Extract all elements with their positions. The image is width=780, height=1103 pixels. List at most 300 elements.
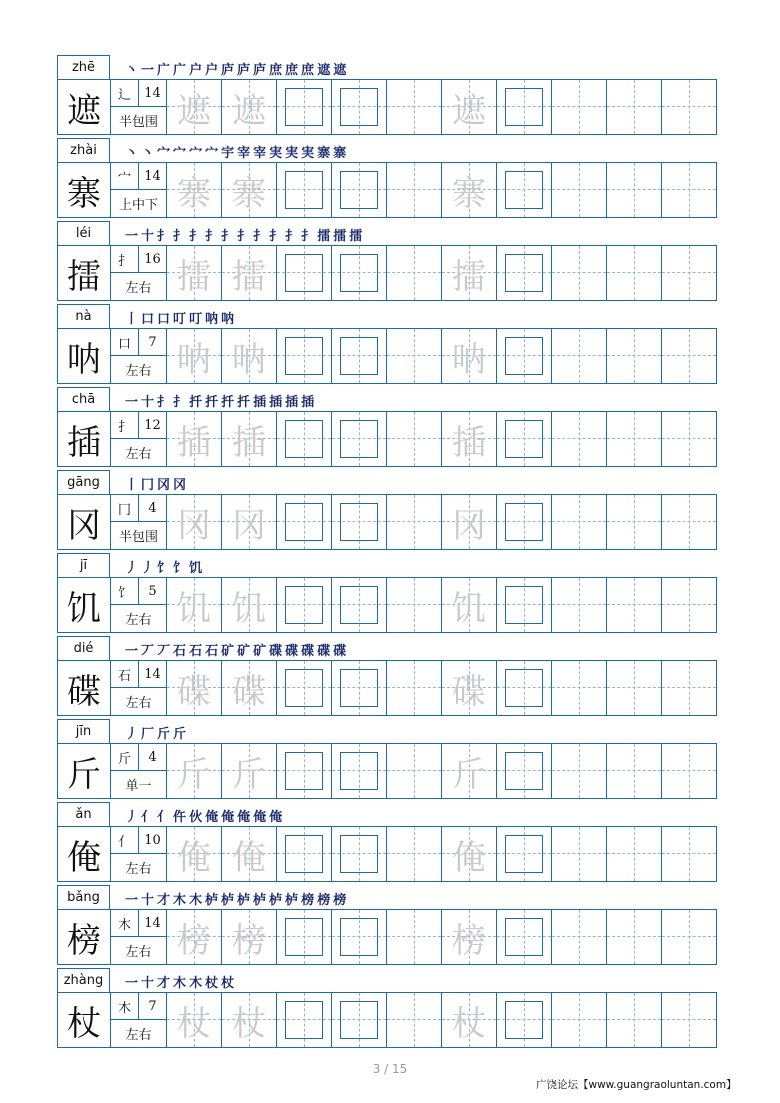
guide-line: [634, 827, 635, 881]
structure-label: 半包围: [118, 115, 158, 130]
blank-cell[interactable]: [662, 578, 717, 632]
stroke-step: 十: [141, 394, 155, 410]
stroke-count: 7: [139, 993, 166, 1020]
guide-line: [552, 521, 606, 522]
blank-cell[interactable]: [552, 80, 607, 134]
blank-cell[interactable]: [607, 910, 662, 964]
guide-line: [634, 329, 635, 383]
guide-line: [579, 412, 580, 466]
boxed-cell[interactable]: [277, 329, 332, 383]
stroke-step: 丨: [125, 311, 139, 327]
inner-box: [340, 752, 378, 790]
boxed-cell[interactable]: [277, 80, 332, 134]
blank-cell[interactable]: [662, 744, 717, 798]
blank-cell[interactable]: [387, 827, 442, 881]
boxed-cell[interactable]: [497, 495, 552, 549]
blank-cell[interactable]: [387, 412, 442, 466]
trace-cell[interactable]: [167, 495, 222, 549]
trace-character: 饥: [177, 588, 211, 629]
practice-row: [57, 660, 717, 716]
guide-line: [552, 1019, 606, 1020]
blank-cell[interactable]: [607, 744, 662, 798]
guide-line: [552, 853, 606, 854]
boxed-cell[interactable]: [277, 578, 332, 632]
trace-character: 擂: [232, 256, 266, 297]
practice-row: [57, 826, 717, 882]
trace-cell[interactable]: [442, 993, 497, 1047]
blank-cell[interactable]: [552, 910, 607, 964]
stroke-step: 擂: [349, 228, 363, 244]
entry-header: [57, 470, 717, 494]
stroke-step: 遮: [317, 62, 331, 78]
trace-cell[interactable]: [222, 495, 277, 549]
practice-row: [57, 494, 717, 550]
stroke-step: 丿: [125, 809, 139, 825]
inner-box: [285, 420, 323, 458]
boxed-cell[interactable]: [277, 412, 332, 466]
boxed-cell[interactable]: [497, 578, 552, 632]
stroke-step: 扌: [189, 228, 203, 244]
stroke-step: 俺: [221, 809, 235, 825]
stroke-step: 丶: [125, 145, 139, 161]
trace-cell[interactable]: [222, 80, 277, 134]
blank-cell[interactable]: [552, 578, 607, 632]
boxed-cell[interactable]: [497, 744, 552, 798]
trace-cell[interactable]: [442, 329, 497, 383]
stroke-step: 口: [141, 311, 155, 327]
boxed-cell[interactable]: [277, 744, 332, 798]
guide-line: [387, 521, 441, 522]
trace-cell[interactable]: [442, 80, 497, 134]
boxed-cell[interactable]: [497, 412, 552, 466]
boxed-cell[interactable]: [277, 993, 332, 1047]
guide-line: [579, 661, 580, 715]
stroke-step: 插: [285, 394, 299, 410]
structure-label: 左右: [125, 281, 152, 296]
boxed-cell[interactable]: [497, 163, 552, 217]
guide-line: [414, 827, 415, 881]
boxed-cell[interactable]: [332, 80, 387, 134]
stroke-step: 実: [269, 145, 283, 161]
blank-cell[interactable]: [607, 578, 662, 632]
guide-line: [634, 661, 635, 715]
boxed-cell[interactable]: [277, 910, 332, 964]
char-entry: [57, 470, 717, 553]
trace-cell[interactable]: [167, 246, 222, 300]
stroke-step: 俺: [253, 809, 267, 825]
blank-cell[interactable]: [662, 661, 717, 715]
stroke-step: 実: [301, 145, 315, 161]
trace-cell[interactable]: [222, 578, 277, 632]
inner-box: [285, 918, 323, 956]
structure-label: 左右: [125, 613, 152, 628]
stroke-step: 伙: [189, 809, 203, 825]
blank-cell[interactable]: [552, 412, 607, 466]
trace-cell[interactable]: [222, 246, 277, 300]
stroke-step: 插: [301, 394, 315, 410]
blank-cell[interactable]: [662, 163, 717, 217]
stroke-order: [125, 140, 349, 162]
model-character: 擂: [58, 246, 111, 300]
blank-cell[interactable]: [387, 163, 442, 217]
practice-row: [57, 162, 717, 218]
inner-box: [285, 88, 323, 126]
stroke-step: 丿: [125, 560, 139, 576]
pinyin-label: jīn: [57, 719, 110, 743]
boxed-cell[interactable]: [497, 993, 552, 1047]
radical-label: 辶: [111, 80, 139, 107]
blank-cell[interactable]: [662, 495, 717, 549]
inner-box: [505, 918, 543, 956]
guide-line: [607, 189, 661, 190]
guide-line: [387, 687, 441, 688]
pinyin-label: gāng: [57, 470, 110, 494]
stroke-step: 扦: [189, 394, 203, 410]
boxed-cell[interactable]: [332, 246, 387, 300]
inner-box: [340, 420, 378, 458]
boxed-cell[interactable]: [497, 661, 552, 715]
stroke-step: 石: [205, 643, 219, 659]
guide-line: [662, 106, 716, 107]
blank-cell[interactable]: [387, 246, 442, 300]
model-character: 冈: [58, 495, 111, 549]
guide-line: [607, 770, 661, 771]
trace-cell[interactable]: [442, 578, 497, 632]
inner-box: [505, 669, 543, 707]
model-character: 斤: [58, 744, 111, 798]
boxed-cell[interactable]: [332, 661, 387, 715]
blank-cell[interactable]: [662, 80, 717, 134]
blank-cell[interactable]: [387, 910, 442, 964]
stroke-step: 一: [125, 228, 139, 244]
blank-cell[interactable]: [552, 993, 607, 1047]
guide-line: [662, 355, 716, 356]
entry-header: [57, 553, 717, 577]
stroke-step: 十: [141, 228, 155, 244]
blank-cell[interactable]: [552, 246, 607, 300]
guide-line: [579, 910, 580, 964]
blank-cell[interactable]: [607, 993, 662, 1047]
blank-cell[interactable]: [662, 827, 717, 881]
blank-cell[interactable]: [552, 661, 607, 715]
trace-character: 杖: [232, 1003, 266, 1044]
trace-cell[interactable]: [167, 80, 222, 134]
site-watermark: 广饶论坛【www.guangraoluntan.com】: [536, 1079, 737, 1091]
stroke-step: 栌: [253, 892, 267, 908]
model-character: 俺: [58, 827, 111, 881]
inner-box: [340, 88, 378, 126]
guide-line: [607, 604, 661, 605]
entry-header: [57, 968, 717, 992]
trace-cell[interactable]: [442, 412, 497, 466]
inner-box: [505, 503, 543, 541]
structure-label: 半包围: [118, 530, 158, 545]
trace-character: 呐: [232, 339, 266, 380]
entry-header: [57, 719, 717, 743]
boxed-cell[interactable]: [332, 827, 387, 881]
blank-cell[interactable]: [662, 910, 717, 964]
inner-box: [505, 171, 543, 209]
practice-row: [57, 79, 717, 135]
char-entry: [57, 55, 717, 138]
trace-cell[interactable]: [442, 661, 497, 715]
guide-line: [387, 936, 441, 937]
char-entry: [57, 304, 717, 387]
trace-cell[interactable]: [222, 329, 277, 383]
boxed-cell[interactable]: [497, 329, 552, 383]
boxed-cell[interactable]: [332, 412, 387, 466]
inner-box: [285, 337, 323, 375]
stroke-step: 庶: [269, 62, 283, 78]
pinyin-label: zhài: [57, 138, 110, 162]
trace-character: 寨: [177, 173, 211, 214]
boxed-cell[interactable]: [332, 329, 387, 383]
structure-label: 左右: [125, 364, 152, 379]
stroke-step: 榜: [301, 892, 315, 908]
stroke-step: 扌: [237, 228, 251, 244]
trace-character: 冈: [232, 505, 266, 546]
guide-line: [607, 272, 661, 273]
stroke-step: 碟: [317, 643, 331, 659]
stroke-step: 户: [189, 62, 203, 78]
guide-line: [662, 521, 716, 522]
trace-cell[interactable]: [442, 827, 497, 881]
trace-cell[interactable]: [222, 910, 277, 964]
pinyin-label: chā: [57, 387, 110, 411]
trace-cell[interactable]: [167, 329, 222, 383]
blank-cell[interactable]: [662, 412, 717, 466]
radical-label: 扌: [111, 412, 139, 439]
stroke-step: 石: [173, 643, 187, 659]
guide-line: [579, 744, 580, 798]
stroke-step: 栌: [221, 892, 235, 908]
blank-cell[interactable]: [387, 329, 442, 383]
trace-character: 遮: [177, 90, 211, 131]
blank-cell[interactable]: [552, 744, 607, 798]
pinyin-label: nà: [57, 304, 110, 328]
stroke-step: 碟: [285, 643, 299, 659]
blank-cell[interactable]: [607, 246, 662, 300]
stroke-step: 户: [205, 62, 219, 78]
trace-cell[interactable]: [222, 993, 277, 1047]
trace-cell[interactable]: [167, 910, 222, 964]
char-info: [111, 744, 167, 798]
trace-character: 冈: [452, 505, 486, 546]
boxed-cell[interactable]: [332, 495, 387, 549]
trace-character: 擂: [452, 256, 486, 297]
guide-line: [552, 189, 606, 190]
stroke-step: 厂: [141, 726, 155, 742]
trace-cell[interactable]: [442, 163, 497, 217]
guide-line: [414, 744, 415, 798]
char-info: [111, 246, 167, 300]
stroke-step: 冈: [157, 477, 171, 493]
guide-line: [689, 578, 690, 632]
trace-cell[interactable]: [167, 827, 222, 881]
blank-cell[interactable]: [607, 495, 662, 549]
stroke-order: [125, 638, 349, 660]
boxed-cell[interactable]: [497, 246, 552, 300]
stroke-step: 宰: [253, 145, 267, 161]
stroke-order: [125, 389, 317, 411]
trace-cell[interactable]: [442, 246, 497, 300]
stroke-step: 丨: [125, 477, 139, 493]
blank-cell[interactable]: [607, 329, 662, 383]
inner-box: [340, 254, 378, 292]
guide-line: [689, 246, 690, 300]
boxed-cell[interactable]: [332, 910, 387, 964]
stroke-step: 才: [157, 892, 171, 908]
inner-box: [340, 1001, 378, 1039]
stroke-step: 寨: [317, 145, 331, 161]
blank-cell[interactable]: [387, 495, 442, 549]
writing-cells: [167, 827, 717, 881]
guide-line: [387, 272, 441, 273]
guide-line: [634, 163, 635, 217]
guide-line: [579, 495, 580, 549]
char-info: [111, 80, 167, 134]
guide-line: [414, 329, 415, 383]
trace-character: 斤: [232, 754, 266, 795]
boxed-cell[interactable]: [277, 827, 332, 881]
practice-row: [57, 245, 717, 301]
guide-line: [634, 578, 635, 632]
guide-line: [689, 163, 690, 217]
trace-cell[interactable]: [222, 163, 277, 217]
stroke-step: 广: [157, 62, 171, 78]
boxed-cell[interactable]: [277, 163, 332, 217]
entry-header: [57, 885, 717, 909]
inner-box: [285, 171, 323, 209]
stroke-step: 碟: [301, 643, 315, 659]
boxed-cell[interactable]: [497, 910, 552, 964]
boxed-cell[interactable]: [277, 495, 332, 549]
guide-line: [579, 827, 580, 881]
boxed-cell[interactable]: [497, 80, 552, 134]
trace-character: 遮: [452, 90, 486, 131]
boxed-cell[interactable]: [497, 827, 552, 881]
inner-box: [340, 171, 378, 209]
blank-cell[interactable]: [607, 661, 662, 715]
inner-box: [505, 586, 543, 624]
blank-cell[interactable]: [662, 329, 717, 383]
stroke-step: 十: [141, 975, 155, 991]
stroke-step: 插: [269, 394, 283, 410]
stroke-order: [125, 472, 189, 494]
char-info: [111, 329, 167, 383]
guide-line: [607, 521, 661, 522]
char-entry: [57, 553, 717, 636]
practice-row: [57, 992, 717, 1048]
model-character: 呐: [58, 329, 111, 383]
pinyin-label: bǎng: [57, 885, 110, 909]
writing-cells: [167, 578, 717, 632]
structure-label: 左右: [125, 945, 152, 960]
boxed-cell[interactable]: [277, 661, 332, 715]
blank-cell[interactable]: [387, 80, 442, 134]
radical-label: 木: [111, 993, 139, 1020]
trace-cell[interactable]: [167, 993, 222, 1047]
trace-character: 榜: [452, 920, 486, 961]
boxed-cell[interactable]: [277, 246, 332, 300]
trace-cell[interactable]: [222, 412, 277, 466]
blank-cell[interactable]: [552, 163, 607, 217]
guide-line: [414, 993, 415, 1047]
stroke-step: 遮: [333, 62, 347, 78]
blank-cell[interactable]: [387, 661, 442, 715]
guide-line: [552, 687, 606, 688]
blank-cell[interactable]: [607, 80, 662, 134]
boxed-cell[interactable]: [332, 744, 387, 798]
trace-character: 俺: [177, 837, 211, 878]
guide-line: [552, 770, 606, 771]
boxed-cell[interactable]: [332, 993, 387, 1047]
blank-cell[interactable]: [662, 993, 717, 1047]
stroke-step: 扌: [157, 394, 171, 410]
trace-cell[interactable]: [442, 910, 497, 964]
inner-box: [285, 752, 323, 790]
stroke-step: 扌: [301, 228, 315, 244]
blank-cell[interactable]: [552, 495, 607, 549]
char-info: [111, 827, 167, 881]
blank-cell[interactable]: [662, 246, 717, 300]
trace-cell[interactable]: [222, 744, 277, 798]
trace-cell[interactable]: [167, 744, 222, 798]
stroke-step: 扌: [221, 228, 235, 244]
stroke-step: 广: [173, 62, 187, 78]
blank-cell[interactable]: [387, 578, 442, 632]
guide-line: [689, 412, 690, 466]
guide-line: [552, 936, 606, 937]
trace-cell[interactable]: [222, 827, 277, 881]
trace-cell[interactable]: [222, 661, 277, 715]
writing-cells: [167, 163, 717, 217]
trace-cell[interactable]: [167, 578, 222, 632]
stroke-step: 宰: [237, 145, 251, 161]
guide-line: [414, 578, 415, 632]
model-character: 插: [58, 412, 111, 466]
char-info: [111, 661, 167, 715]
stroke-step: 庶: [285, 62, 299, 78]
boxed-cell[interactable]: [332, 578, 387, 632]
trace-cell[interactable]: [167, 163, 222, 217]
trace-cell[interactable]: [167, 412, 222, 466]
inner-box: [505, 1001, 543, 1039]
blank-cell[interactable]: [607, 163, 662, 217]
inner-box: [340, 669, 378, 707]
stroke-step: 杖: [221, 975, 235, 991]
guide-line: [607, 687, 661, 688]
guide-line: [579, 163, 580, 217]
inner-box: [285, 669, 323, 707]
boxed-cell[interactable]: [332, 163, 387, 217]
trace-cell[interactable]: [167, 661, 222, 715]
trace-cell[interactable]: [442, 495, 497, 549]
blank-cell[interactable]: [607, 412, 662, 466]
blank-cell[interactable]: [387, 744, 442, 798]
stroke-step: 扌: [173, 228, 187, 244]
trace-cell[interactable]: [442, 744, 497, 798]
stroke-step: 扦: [221, 394, 235, 410]
model-character: 榜: [58, 910, 111, 964]
guide-line: [662, 438, 716, 439]
stroke-step: 矿: [237, 643, 251, 659]
blank-cell[interactable]: [552, 329, 607, 383]
blank-cell[interactable]: [387, 993, 442, 1047]
inner-box: [340, 918, 378, 956]
blank-cell[interactable]: [607, 827, 662, 881]
blank-cell[interactable]: [552, 827, 607, 881]
